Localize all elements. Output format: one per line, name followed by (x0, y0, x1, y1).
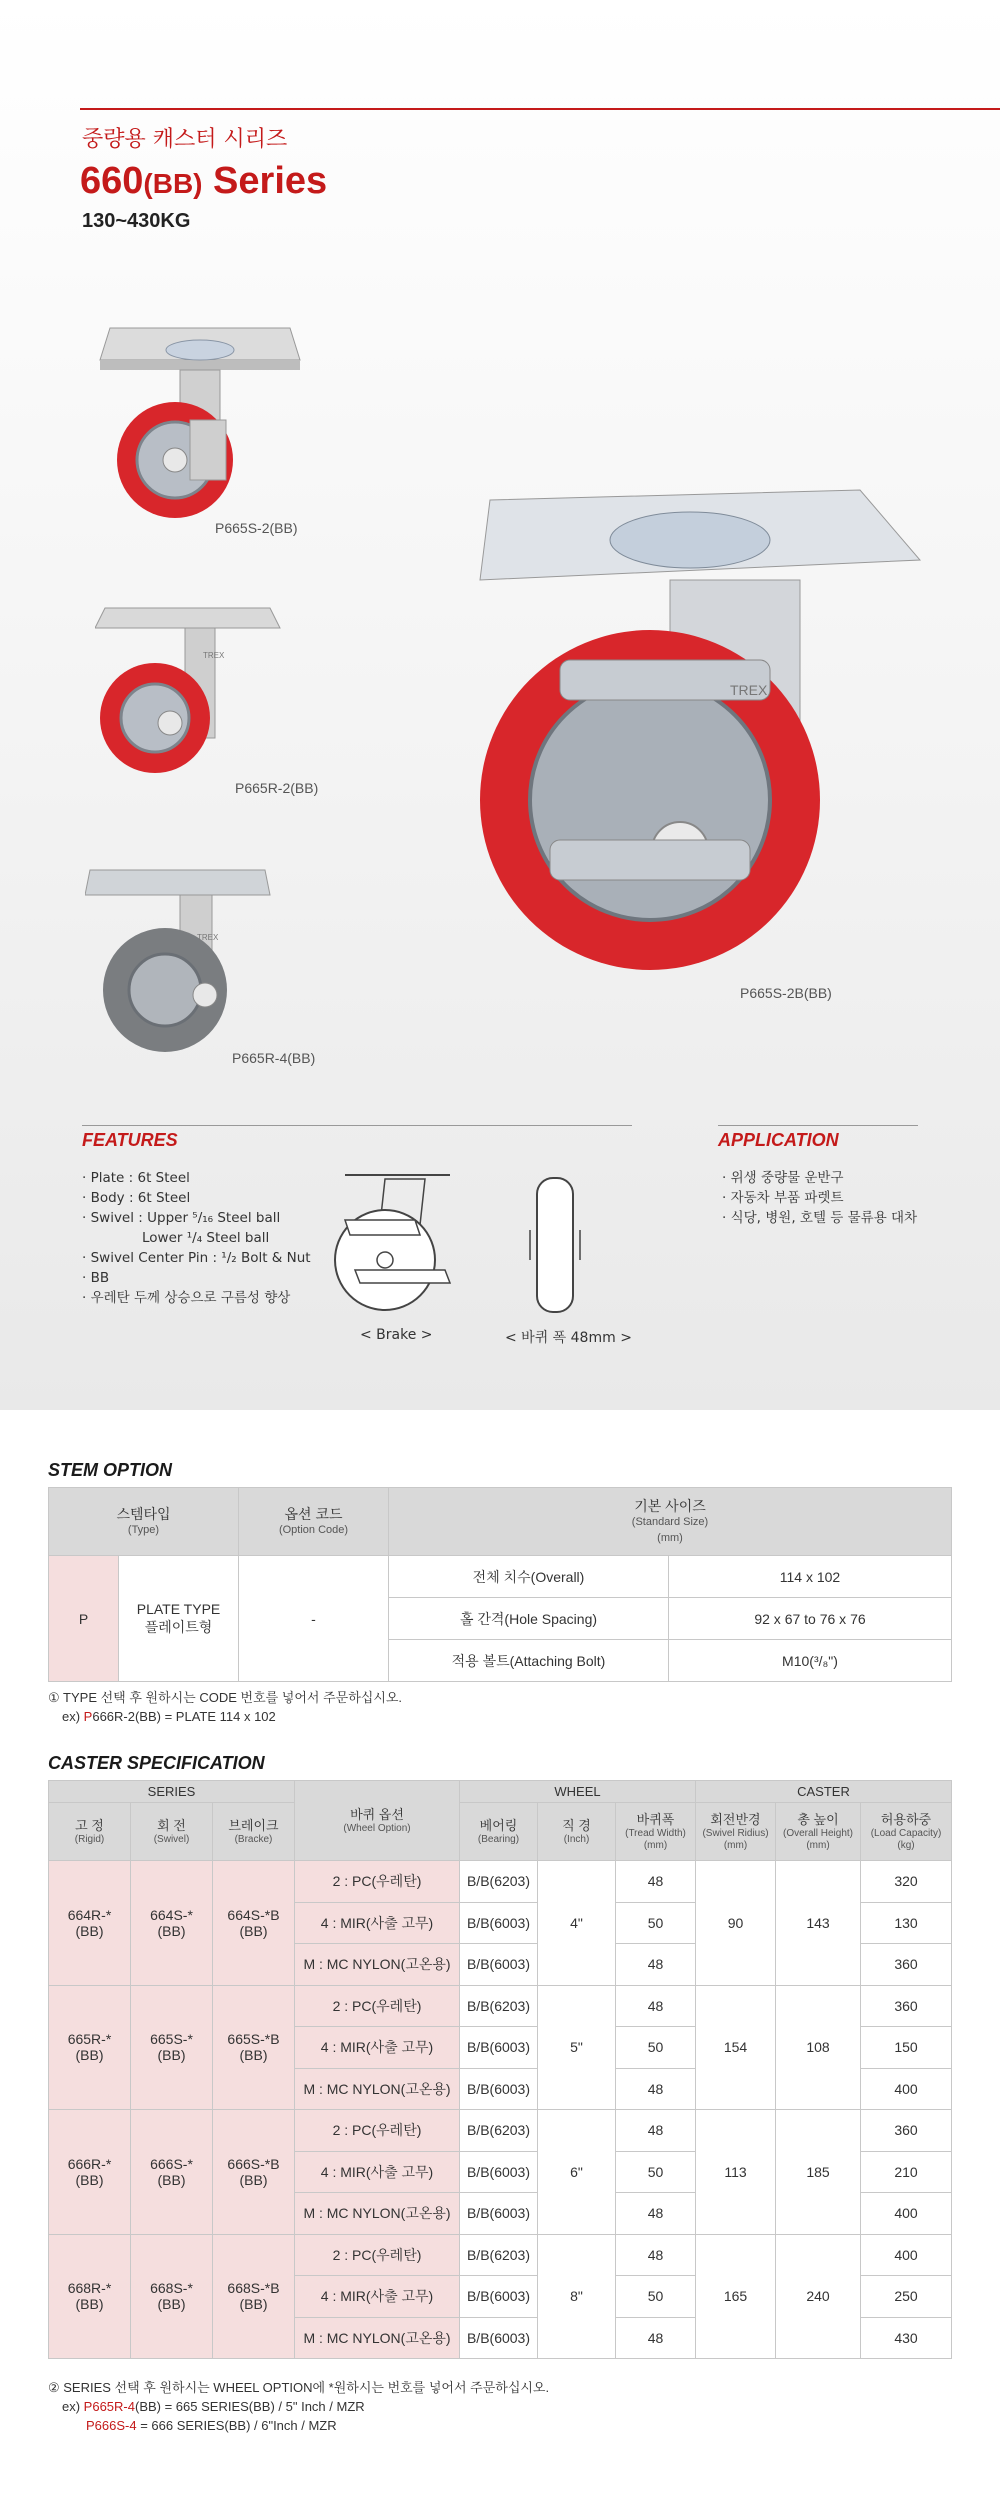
tread-cell: 48 (616, 1944, 696, 1986)
load-cell: 360 (861, 1985, 952, 2027)
capacity-range: 130~430KG (82, 210, 191, 232)
caster-header: CASTER (696, 1781, 952, 1803)
wheel-option-cell: 2 : PC(우레탄) (295, 2234, 460, 2276)
wheel-option-cell: 4 : MIR(사출 고무) (295, 2276, 460, 2318)
caster-note-3: P666S-4 = 666 SERIES(BB) / 6"Inch / MZR (86, 2418, 337, 2433)
bearing-header: 베어링 (Bearing) (460, 1803, 538, 1861)
table-row (49, 1861, 952, 1903)
tread-cell: 48 (616, 2234, 696, 2276)
tread-cell: 48 (616, 1861, 696, 1903)
wheel-width-diagram (525, 1175, 585, 1315)
title-rule (80, 108, 1000, 110)
brake-diagram (325, 1165, 465, 1315)
feature-item: · 우레탄 두께 상승으로 구름성 향상 (82, 1290, 291, 1306)
application-item: · 위생 중량물 운반구 (722, 1170, 844, 1186)
bearing-cell: B/B(6203) (460, 1985, 538, 2027)
features-heading: FEATURES (82, 1130, 178, 1150)
tread-cell: 50 (616, 2276, 696, 2318)
bearing-cell: B/B(6003) (460, 2193, 538, 2235)
height-cell: 185 (776, 2110, 861, 2235)
load-cell: 400 (861, 2193, 952, 2235)
radius-cell: 113 (696, 2110, 776, 2235)
wheel-header: WHEEL (460, 1781, 696, 1803)
tread-cell: 48 (616, 2317, 696, 2359)
bearing-cell: B/B(6203) (460, 1861, 538, 1903)
swivel-model-cell: 665S-* (BB) (131, 1985, 213, 2110)
radius-cell: 154 (696, 1985, 776, 2110)
application-list (722, 1168, 917, 1228)
brand-mark-4: TREX (730, 682, 768, 698)
caption-wheel-width: < 바퀴 폭 48mm > (505, 1330, 632, 1346)
spec-value-cell: 114 x 102 (669, 1556, 952, 1598)
bearing-cell: B/B(6003) (460, 1944, 538, 1986)
caster-note (48, 2378, 549, 2435)
brand-mark-3: TREX (197, 933, 219, 942)
caster-spec-table (48, 1780, 952, 2359)
caster-note-2: ex) P665R-4(BB) = 665 SERIES(BB) / 5" Inch / MZR (62, 2399, 365, 2414)
caster-rigid-image (95, 598, 295, 788)
product-label-1: P665S-2(BB) (215, 520, 298, 536)
diameter-cell: 5" (538, 1985, 616, 2110)
tread-header: 바퀴폭 (Tread Width) (mm) (616, 1803, 696, 1861)
wheel-option-cell: 2 : PC(우레탄) (295, 2110, 460, 2152)
brand-mark-2: TREX (203, 651, 225, 660)
wheel-option-cell: 2 : PC(우레탄) (295, 1861, 460, 1903)
load-cell: 320 (861, 1861, 952, 1903)
diameter-cell: 4" (538, 1861, 616, 1986)
caption-brake: < Brake > (360, 1327, 433, 1343)
stem-option-heading: STEM OPTION (48, 1460, 173, 1480)
feature-item: Lower ¹/₄ Steel ball (142, 1230, 270, 1246)
table-row (49, 2110, 952, 2152)
stem-note-2: ex) P666R-2(BB) = PLATE 114 x 102 (62, 1709, 276, 1724)
option-code-header: 옵션 코드 (Option Code) (239, 1488, 389, 1556)
feature-item: · Swivel : Upper ⁵/₁₆ Steel ball (82, 1210, 281, 1226)
feature-item: · Body : 6t Steel (82, 1190, 191, 1206)
rigid-header: 고 정 (Rigid) (49, 1803, 131, 1861)
wheel-option-cell: 2 : PC(우레탄) (295, 1985, 460, 2027)
stem-note (48, 1688, 402, 1726)
load-cell: 210 (861, 2151, 952, 2193)
option-code-cell: - (239, 1556, 389, 1682)
wheel-option-cell: M : MC NYLON(고온용) (295, 1944, 460, 1986)
height-cell: 143 (776, 1861, 861, 1986)
tread-cell: 50 (616, 2151, 696, 2193)
title-paren: (BB) (143, 168, 203, 199)
bearing-cell: B/B(6003) (460, 2027, 538, 2069)
feature-item: · Plate : 6t Steel (82, 1170, 190, 1186)
series-header: SERIES (49, 1781, 295, 1803)
spec-label-cell: 적용 볼트(Attaching Bolt) (389, 1640, 669, 1682)
load-cell: 400 (861, 2234, 952, 2276)
feature-item: · Swivel Center Pin : ¹/₂ Bolt & Nut (82, 1250, 311, 1266)
title-series: Series (202, 160, 328, 202)
application-rule (718, 1125, 918, 1126)
wheel-option-cell: 4 : MIR(사출 고무) (295, 1902, 460, 1944)
tread-cell: 48 (616, 2110, 696, 2152)
swivel-model-cell: 664S-* (BB) (131, 1861, 213, 1986)
spec-value-cell: M10(³/₈") (669, 1640, 952, 1682)
diameter-header: 직 경 (Inch) (538, 1803, 616, 1861)
product-label-3: P665R-4(BB) (232, 1050, 316, 1066)
height-cell: 240 (776, 2234, 861, 2359)
bearing-cell: B/B(6003) (460, 2068, 538, 2110)
swivel-model-cell: 668S-* (BB) (131, 2234, 213, 2359)
bearing-cell: B/B(6203) (460, 2234, 538, 2276)
stem-note-1: ① TYPE 선택 후 원하시는 CODE 번호를 넣어서 주문하십시오. (48, 1690, 403, 1705)
tread-cell: 48 (616, 1985, 696, 2027)
brake-model-cell: 664S-*B (BB) (213, 1861, 295, 1986)
wheel-option-cell: 4 : MIR(사출 고무) (295, 2151, 460, 2193)
bearing-cell: B/B(6003) (460, 1902, 538, 1944)
table-row (49, 2234, 952, 2276)
brake-header: 브레이크 (Bracke) (213, 1803, 295, 1861)
radius-cell: 165 (696, 2234, 776, 2359)
radius-header: 회전반경 (Swivel Ridius) (mm) (696, 1803, 776, 1861)
swivel-model-cell: 666S-* (BB) (131, 2110, 213, 2235)
tread-cell: 50 (616, 1902, 696, 1944)
spec-label-cell: 전체 치수(Overall) (389, 1556, 669, 1598)
diameter-cell: 8" (538, 2234, 616, 2359)
standard-size-header: 기본 사이즈 (Standard Size) (mm) (389, 1488, 952, 1556)
bearing-cell: B/B(6003) (460, 2151, 538, 2193)
stem-type-header: 스템타입 (Type) (49, 1488, 239, 1556)
page-title (80, 160, 327, 203)
load-cell: 360 (861, 2110, 952, 2152)
load-cell: 430 (861, 2317, 952, 2359)
caster-spec-heading: CASTER SPECIFICATION (48, 1753, 265, 1773)
application-heading: APPLICATION (718, 1130, 839, 1150)
bearing-cell: B/B(6203) (460, 2110, 538, 2152)
wheel-option-header: 바퀴 옵션 (Wheel Option) (295, 1781, 460, 1861)
diameter-cell: 6" (538, 2110, 616, 2235)
rigid-model-cell: 664R-* (BB) (49, 1861, 131, 1986)
tread-cell: 50 (616, 2027, 696, 2069)
stem-option-table (48, 1487, 952, 1682)
load-cell: 150 (861, 2027, 952, 2069)
caster-note-1: ② SERIES 선택 후 원하시는 WHEEL OPTION에 *원하시는 번호를 넣어서 주문하십시오. (48, 2380, 550, 2395)
rigid-model-cell: 666R-* (BB) (49, 2110, 131, 2235)
wheel-option-cell: M : MC NYLON(고온용) (295, 2317, 460, 2359)
caster-swivel-image (80, 320, 310, 520)
caster-rigid-grey-image (85, 860, 285, 1060)
swivel-header: 회 전 (Swivel) (131, 1803, 213, 1861)
load-cell: 400 (861, 2068, 952, 2110)
bearing-cell: B/B(6003) (460, 2276, 538, 2318)
spec-label-cell: 홀 간격(Hole Spacing) (389, 1598, 669, 1640)
spec-value-cell: 92 x 67 to 76 x 76 (669, 1598, 952, 1640)
application-item: · 자동차 부품 파렛트 (722, 1190, 844, 1206)
features-list (82, 1168, 311, 1308)
series-subtitle: 중량용 캐스터 시리즈 (82, 127, 288, 152)
bearing-cell: B/B(6003) (460, 2317, 538, 2359)
brake-model-cell: 668S-*B (BB) (213, 2234, 295, 2359)
title-number: 660 (80, 160, 144, 202)
type-name-cell: PLATE TYPE 플레이트형 (119, 1556, 239, 1682)
load-cell: 250 (861, 2276, 952, 2318)
type-code-cell: P (49, 1556, 119, 1682)
tread-cell: 48 (616, 2068, 696, 2110)
product-label-4: P665S-2B(BB) (740, 985, 832, 1001)
product-label-2: P665R-2(BB) (235, 780, 319, 796)
features-rule (82, 1125, 632, 1126)
load-cell: 360 (861, 1944, 952, 1986)
wheel-option-cell: M : MC NYLON(고온용) (295, 2068, 460, 2110)
table-row (49, 1985, 952, 2027)
wheel-option-cell: M : MC NYLON(고온용) (295, 2193, 460, 2235)
radius-cell: 90 (696, 1861, 776, 1986)
brake-model-cell: 665S-*B (BB) (213, 1985, 295, 2110)
tread-cell: 48 (616, 2193, 696, 2235)
load-cell: 130 (861, 1902, 952, 1944)
height-header: 총 높이 (Overall Height) (mm) (776, 1803, 861, 1861)
rigid-model-cell: 668R-* (BB) (49, 2234, 131, 2359)
rigid-model-cell: 665R-* (BB) (49, 1985, 131, 2110)
wheel-option-cell: 4 : MIR(사출 고무) (295, 2027, 460, 2069)
caster-swivel-brake-image (440, 470, 930, 990)
brake-model-cell: 666S-*B (BB) (213, 2110, 295, 2235)
height-cell: 108 (776, 1985, 861, 2110)
load-header: 허용하중 (Load Capacity) (kg) (861, 1803, 952, 1861)
application-item: · 식당, 병원, 호텔 등 물류용 대차 (722, 1210, 918, 1226)
feature-item: · BB (82, 1270, 110, 1286)
